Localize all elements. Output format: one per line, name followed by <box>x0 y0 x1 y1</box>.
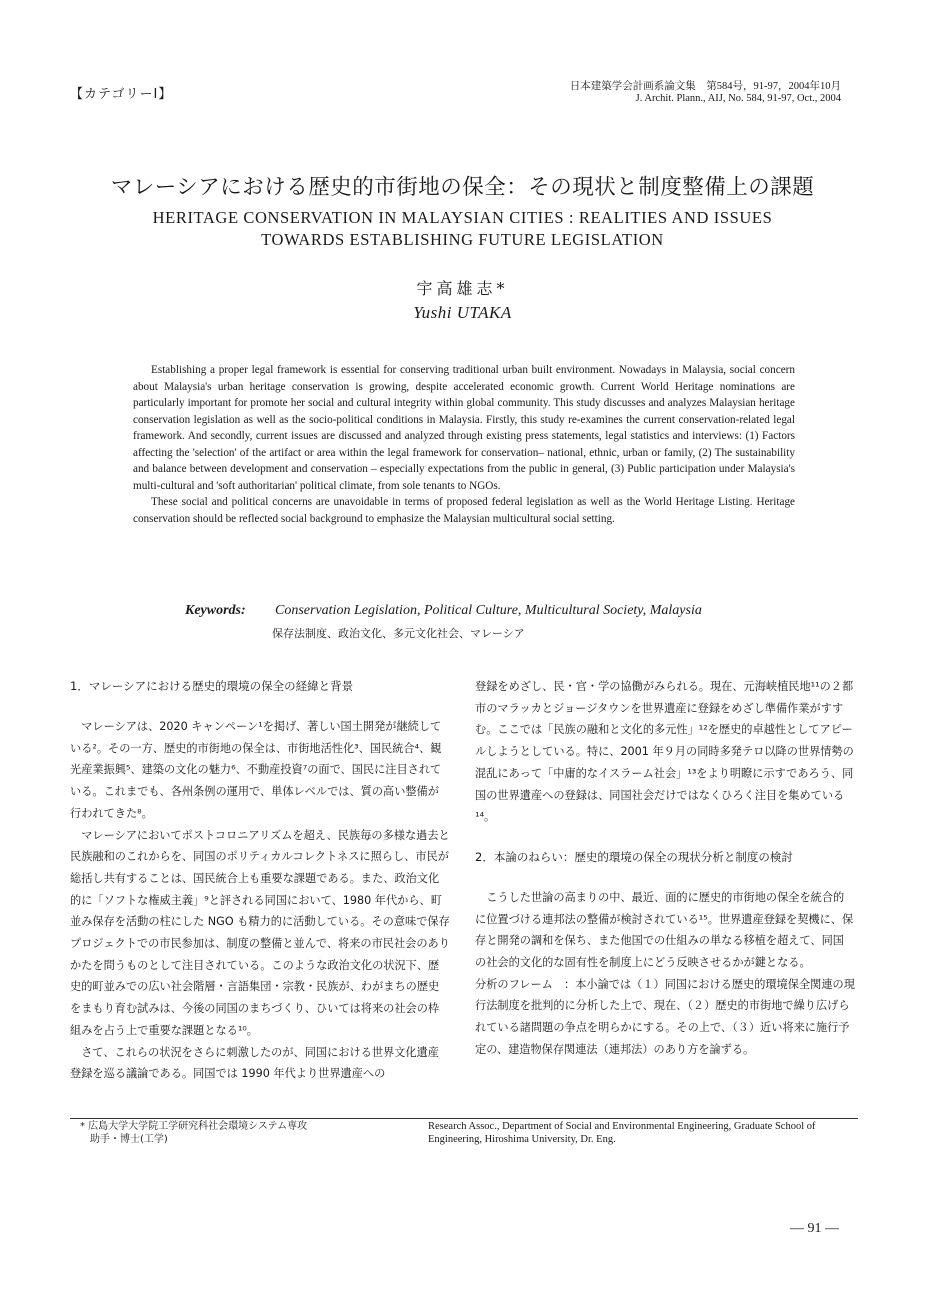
page-number: — 91 — <box>790 1221 839 1236</box>
body-paragraph: こうした世論の高まりの中、最近、面的に歴史的市街地の保全を統合的に位置づける連邦法の整備が検討されている¹⁵。世界遺産登録を契機に、保存と開発の調和を保ち、また他国での仕組みの単なる移植を超えて、同国の社会的文化的な固有性を制度上にどう反映させるかが鍵となる。 <box>475 890 854 970</box>
footnote-affiliation-ja <box>80 1120 307 1146</box>
section-heading-2: 2．本論のねらい：歴史的環境の保全の現状分析と制度の検討 <box>475 849 793 864</box>
section-heading-1: 1．マレーシアにおける歴史的環境の保全の経緯と背景 <box>70 679 354 693</box>
paper-title-en-line2: TOWARDS ESTABLISHING FUTURE LEGISLATION <box>261 230 664 249</box>
body-paragraph: マレーシアは、2020 キャンペーン¹を掲げ、著しい国土開発が継続している²。その一方、歴史的市街地の保全は、市街地活性化³、国民統合⁴、観光産業振興⁵、建築の文化の魅力⁶、不動産投資⁷の面で、国民に注目されている。これまでも、各州条例の運用で、単体レベルでは、質の高い整備が行われてきた⁸。 <box>70 720 442 820</box>
journal-citation-en: J. Archit. Plann., AIJ, No. 584, 91-97, Oct., 2004 <box>635 93 841 104</box>
body-paragraph: さて、これらの状況をさらに刺激したのが、同国における世界文化遺産登録を巡る議論である。同国では 1990 年代より世界遺産への <box>70 1045 439 1081</box>
keywords-label: Keywords: <box>185 603 246 618</box>
body-paragraph: 登録をめざし、民・官・学の協働がみられる。現在、元海峡植民地¹¹の２都市のマラッカとジョージタウンを世界遺産に登録をめざし準備作業がすすむ。ここでは「民族の融和と文化的多元性」¹²を歴史的卓越性としてアピールしようとしている。特に、2001 年９月の同時多発テロ以降の世界情勢の混乱にあって「中庸的なイスラーム社会」¹³をより明瞭に示すであろう、同国の世界遺産への登録は、同国社会だけではなくひろく注目を集めている¹⁴。 <box>475 680 854 824</box>
paper-title-en <box>100 207 825 251</box>
journal-citation <box>570 81 841 105</box>
abstract-paragraph: Establishing a proper legal framework is essential for conserving traditional urban built environment. Nowadays in Malaysia, social concern about Malaysia's urban heritage conservation is growing, despite accelerated economic growth. Current World Heritage nominations are particularly important for promote her social and cultural integrity within global community. This study discusses and analyzes Malaysian heritage conservation legislation as well as the socio-political conditions in Malaysia. Firstly, this study re-examines the current conservation-related legal framework. And secondly, current issues are discussed and analyzed through existing press statements, legal statistics and interviews: (1) Factors affecting the 'selection' of the artifact or area within the legal framework for conservation– national, ethnic, urban or family, (2) The sustainability and balance between development and conservation – especially expectations from the public in general, (3) Public participation under Malaysia's multi-cultural and 'soft authoritarian' political climate, from sole tenants to NGOs. <box>133 364 795 492</box>
abstract <box>133 362 795 527</box>
journal-citation-ja: 日本建築学会計画系論文集 第584号，91-97，2004年10月 <box>569 81 841 92</box>
footnote-line: * 広島大学大学院工学研究科社会環境システム専攻 <box>80 1121 308 1132</box>
author-name-en: Yushi UTAKA <box>413 303 512 322</box>
body-paragraph: マレーシアにおいてポストコロニアリズムを超え、民族毎の多様な過去と民族融和のこれからを、同国のポリティカルコレクトネスに照らし、市民が総括し共有することは、国民統合上も重要な課題である。また、政治文化的に「ソフトな権威主義」⁹と評される同国において、1980 年代から、町並み保存を活動の柱にした NGO も精力的に活動している。その意味で保存プロジェクトでの市民参加は、制度の整備と並んで、将来の市民社会のありかたを問うものとして注目されている。このような政治文化の状況下、歴史的町並みでの広い社会階層・言語集団・宗教・民族が、わがまちの歴史をまもり育む試みは、今後の同国のまちづくり、ひいては将来の社会の枠組みを占う上で重要な課題となる¹⁰。 <box>70 828 450 1037</box>
category-label: 【カテゴリーⅠ】 <box>70 87 173 102</box>
paper-title-ja: マレーシアにおける歴史的市街地の保全：その現状と制度整備上の課題 <box>110 175 815 200</box>
keywords-en: Conservation Legislation, Political Culture, Multicultural Society, Malaysia <box>275 603 702 618</box>
body-paragraph: 分析のフレーム ：本小論では（１）同国における歴史的環境保全関連の現行法制度を批判的に分析した上で、現在、（２）歴史的市街地で繰り広げられている諸問題の争点を明らかにする。その上で、（３）近い将来に施行予定の、建造物保存関連法（連邦法）のあり方を論ずる。 <box>475 977 855 1056</box>
footnote-line: 助手・博士(工学) <box>80 1134 168 1145</box>
footnote-divider <box>70 1118 858 1119</box>
footnote-affiliation-en: Research Assoc., Department of Social and Environmental Engineering, Graduate School of Engineering, Hiroshima University, Dr. Eng. <box>428 1121 816 1145</box>
keywords-ja: 保存法制度、政治文化、多元文化社会、マレーシア <box>272 627 525 640</box>
author-name-ja: 宇高雄志* <box>416 279 509 298</box>
body-column-left <box>70 676 450 1085</box>
body-column-right <box>475 676 855 1061</box>
paper-title-en-line1: HERITAGE CONSERVATION IN MALAYSIAN CITIES : REALITIES AND ISSUES <box>152 208 773 227</box>
abstract-paragraph: These social and political concerns are unavoidable in terms of proposed federal legislation as well as the World Heritage Listing. Heritage conservation should be reflected social background to emphasize the Malaysian multicultural social setting. <box>133 496 795 525</box>
